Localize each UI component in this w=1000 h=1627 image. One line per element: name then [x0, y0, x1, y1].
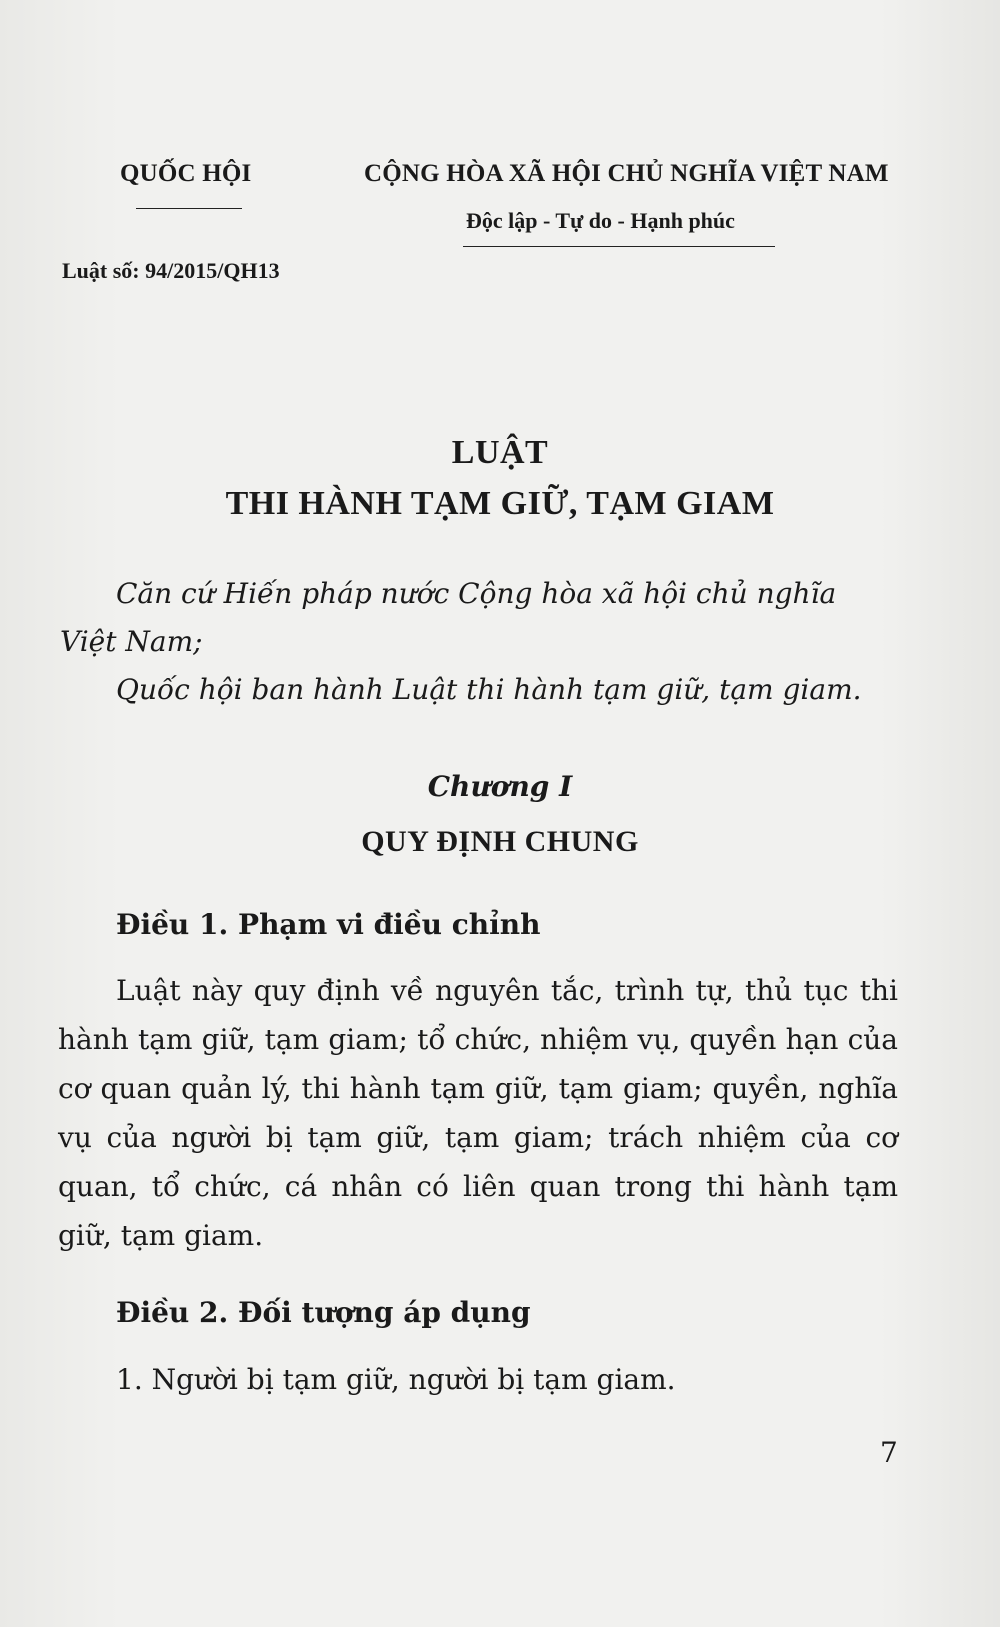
- motto-label: Độc lập - Tự do - Hạnh phúc: [466, 208, 735, 233]
- law-number: Luật số: 94/2015/QH13: [62, 258, 280, 283]
- page-number: 7: [880, 1436, 898, 1469]
- article-2-clause-1: 1. Người bị tạm giữ, người bị tạm giam.: [116, 1363, 676, 1396]
- chapter-title: QUY ĐỊNH CHUNG: [361, 825, 639, 858]
- law-title: THI HÀNH TẠM GIỮ, TẠM GIAM: [225, 485, 775, 522]
- chapter-label: Chương I: [427, 770, 573, 803]
- preamble-basis: Căn cứ Hiến pháp nước Cộng hòa xã hội chủ nghĩa Việt Nam;: [60, 577, 837, 658]
- republic-label: CỘNG HÒA XÃ HỘI CHỦ NGHĨA VIỆT NAM: [364, 160, 889, 187]
- law-title-label: LUẬT: [451, 434, 549, 471]
- motto-underline: [463, 246, 775, 247]
- issuer-label: QUỐC HỘI: [120, 160, 252, 187]
- preamble-enactment: Quốc hội ban hành Luật thi hành tạm giữ, tạm giam.: [116, 673, 862, 706]
- article-1-text: Luật này quy định về nguyên tắc, trình tự, thủ tục thi hành tạm giữ, tạm giam; tổ chức, nhiệm vụ, quyền hạn của cơ quan quản lý, thi hành tạm giữ, tạm giam; quyền, nghĩa vụ của người bị tạm giữ, tạm giam; trách nhiệm của cơ quan, tổ chức, cá nhân có liên quan trong thi hành tạm giữ, tạm giam.: [58, 974, 898, 1252]
- article-2-heading: Điều 2. Đối tượng áp dụng: [116, 1296, 531, 1329]
- issuer-underline: [136, 208, 242, 209]
- article-1-heading: Điều 1. Phạm vi điều chỉnh: [116, 908, 541, 941]
